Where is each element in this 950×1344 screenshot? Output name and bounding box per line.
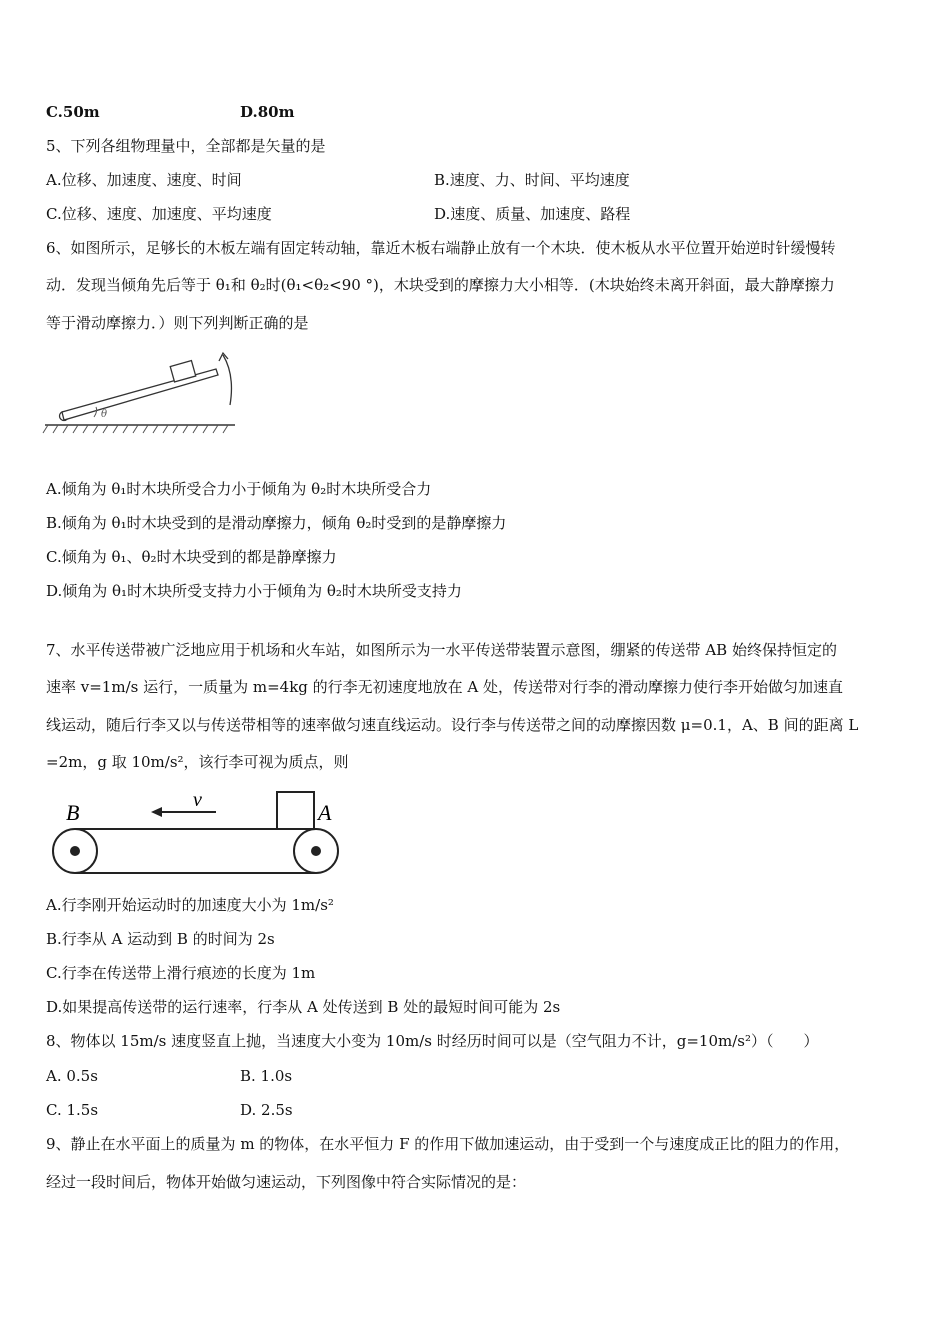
q9-stem-line-2: 经过一段时间后，物体开始做匀速运动，下列图像中符合实际情况的是： (46, 1173, 527, 1191)
q7-stem-line-1: 7、水平传送带被广泛地应用于机场和火车站，如图所示为一水平传送带装置示意图，绷紧的传送带 AB 始终保持恒定的 (46, 641, 837, 659)
q7-option-b: B.行李从 A 运动到 B 的时间为 2s (46, 930, 275, 948)
q5-option-a: A.位移、加速度、速度、时间 (46, 171, 242, 189)
q9-stem-line-1: 9、静止在水平面上的质量为 m 的物体，在水平恒力 F 的作用下做加速运动，由于受到一个与速度成正比的阻力的作用， (46, 1135, 850, 1153)
q5-option-b: B.速度、力、时间、平均速度 (434, 171, 630, 189)
theta-label: θ (101, 409, 108, 420)
luggage-box (277, 792, 314, 829)
label-v: v (193, 789, 202, 811)
q6-option-d: D.倾角为 θ₁时木块所受支持力小于倾角为 θ₂时木块所受支持力 (46, 582, 462, 600)
q7-option-a: A.行李刚开始运动时的加速度大小为 1m/s² (46, 896, 334, 914)
inclined-plank-figure (40, 345, 240, 435)
right-roller-hub (311, 846, 321, 856)
q7-stem-line-4: =2m，g 取 10m/s²，该行李可视为质点，则 (46, 753, 349, 771)
q5-stem: 5、下列各组物理量中，全部都是矢量的是 (46, 137, 326, 155)
q7-stem-line-3: 线运动，随后行李又以与传送带相等的速率做匀速直线运动。设行李与传送带之间的动摩擦因数 μ=0.1，A、B 间的距离 L (46, 716, 859, 734)
q5-option-d: D.速度、质量、加速度、路程 (434, 205, 631, 223)
q8-stem: 8、物体以 15m/s 速度竖直上抛，当速度大小变为 10m/s 时经历时间可以是（空气阻力不计，g=10m/s²）（ ） (46, 1032, 819, 1050)
label-a: A (318, 800, 332, 825)
q8-option-b: B. 1.0s (240, 1067, 293, 1085)
q8-option-c: C. 1.5s (46, 1101, 99, 1119)
q6-option-c: C.倾角为 θ₁、θ₂时木块受到的都是静摩擦力 (46, 548, 337, 566)
q6-option-a: A.倾角为 θ₁时木块所受合力小于倾角为 θ₂时木块所受合力 (46, 480, 432, 498)
q7-option-c: C.行李在传送带上滑行痕迹的长度为 1m (46, 964, 316, 982)
label-b: B (66, 800, 80, 825)
left-roller-hub (70, 846, 80, 856)
q6-stem-line-1: 6、如图所示，足够长的木板左端有固定转动轴，靠近木板右端静止放有一个木块．使木板从水平位置开始逆时针缓慢转 (46, 239, 836, 257)
q6-option-b: B.倾角为 θ₁时木块受到的是滑动摩擦力，倾角 θ₂时受到的是静摩擦力 (46, 514, 507, 532)
q8-option-d: D. 2.5s (240, 1101, 293, 1119)
q6-stem-line-2: 动．发现当倾角先后等于 θ₁和 θ₂时(θ₁<θ₂<90 °)，木块受到的摩擦力大小相等．(木块始终未离开斜面，最大静摩擦力 (46, 276, 835, 294)
q7-option-d: D.如果提高传送带的运行速率，行李从 A 处传送到 B 处的最短时间可能为 2s (46, 998, 561, 1016)
rotation-arrow (223, 355, 231, 405)
q6-stem-line-3: 等于滑动摩擦力．）则下列判断正确的是 (46, 314, 309, 332)
q8-option-a: A. 0.5s (46, 1067, 98, 1085)
velocity-arrow-head (151, 807, 162, 817)
q4-option-c: C.50m (46, 103, 100, 121)
q4-option-d: D.80m (240, 103, 295, 121)
ground-hatching (43, 425, 228, 433)
q5-option-c: C.位移、速度、加速度、平均速度 (46, 205, 272, 223)
conveyor-belt-figure (48, 788, 348, 878)
q7-stem-line-2: 速率 v=1m/s 运行，一质量为 m=4kg 的行李无初速度地放在 A 处，传送带对行李的滑动摩擦力使行李开始做匀加速直 (46, 678, 844, 696)
